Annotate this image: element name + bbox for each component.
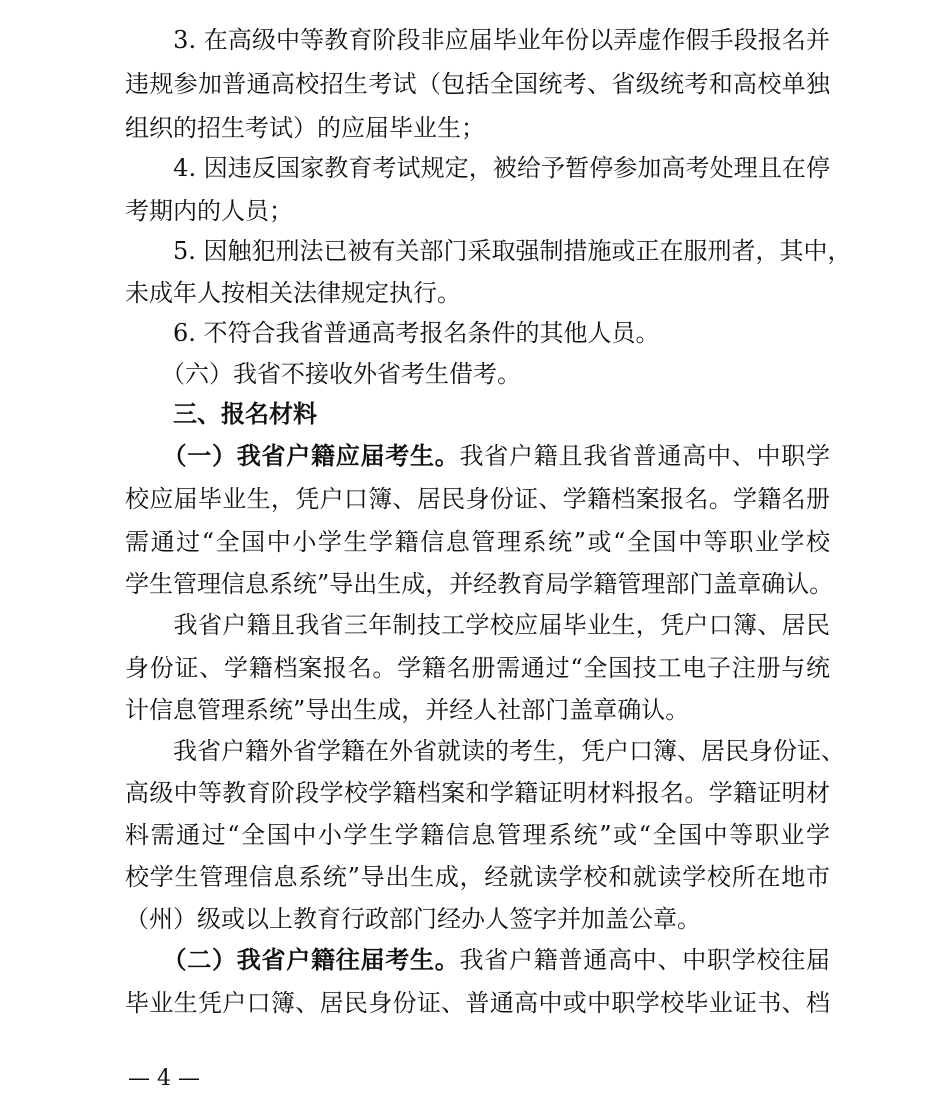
- paragraph-line: （州）级或以上教育行政部门经办人签字并加盖公章。: [125, 905, 701, 933]
- paragraph-text: 我省户籍普通高中、中职学校往届: [459, 946, 830, 974]
- paragraph-line: 身份证、学籍档案报名。学籍名册需通过“全国技工电子注册与统: [125, 654, 830, 682]
- paragraph-text: 我省户籍且我省普通高中、中职学: [459, 442, 830, 470]
- paragraph-line: 校学生管理信息系统”导出生成，经就读学校和就读学校所在地市: [125, 863, 830, 891]
- paragraph-line: 组织的招生考试）的应届毕业生；: [125, 114, 485, 142]
- subsection-heading: （二）我省户籍往届考生。: [125, 945, 460, 974]
- paragraph-line: 计信息管理系统”导出生成，并经人社部门盖章确认。: [125, 696, 690, 724]
- paragraph-line: 5. 因触犯刑法已被有关部门采取强制措施或正在服刑者，其中，: [125, 237, 852, 265]
- subsection-heading: （一）我省户籍应届考生。: [125, 441, 460, 470]
- paragraph-line: 校应届毕业生，凭户口簿、居民身份证、学籍档案报名。学籍名册: [125, 485, 830, 513]
- paragraph-line: 考期内的人员；: [125, 197, 293, 225]
- paragraph-line: 未成年人按相关法律规定执行。: [125, 279, 461, 307]
- paragraph-line: 违规参加普通高校招生考试（包括全国统考、省级统考和高校单独: [125, 70, 830, 98]
- paragraph-line: 3. 在高级中等教育阶段非应届毕业年份以弄虚作假手段报名并: [125, 26, 830, 54]
- paragraph-line: 毕业生凭户口簿、居民身份证、普通高中或中职学校毕业证书、档: [125, 989, 830, 1017]
- paragraph-line: 4. 因违反国家教育考试规定，被给予暂停参加高考处理且在停: [125, 154, 830, 182]
- paragraph-line: 高级中等教育阶段学校学籍档案和学籍证明材料报名。学籍证明材: [125, 779, 830, 807]
- paragraph-line: （六）我省不接收外省考生借考。: [125, 360, 521, 388]
- paragraph-line: 6. 不符合我省普通高考报名条件的其他人员。: [125, 319, 660, 347]
- paragraph-line: [125, 940, 830, 980]
- paragraph-line: 我省户籍外省学籍在外省就读的考生，凭户口簿、居民身份证、: [125, 737, 845, 765]
- paragraph-line: 学生管理信息系统”导出生成，并经教育局学籍管理部门盖章确认。: [125, 570, 834, 598]
- paragraph-line: 需通过“全国中小学生学籍信息管理系统”或“全国中等职业学校: [125, 528, 830, 556]
- paragraph-line: 我省户籍且我省三年制技工学校应届毕业生，凭户口簿、居民: [125, 611, 830, 639]
- section-heading: 三、报名材料: [125, 400, 317, 428]
- page-number: — 4 —: [128, 1066, 200, 1091]
- paragraph-line: 料需通过“全国中小学生学籍信息管理系统”或“全国中等职业学: [125, 821, 830, 849]
- paragraph-line: [125, 436, 830, 476]
